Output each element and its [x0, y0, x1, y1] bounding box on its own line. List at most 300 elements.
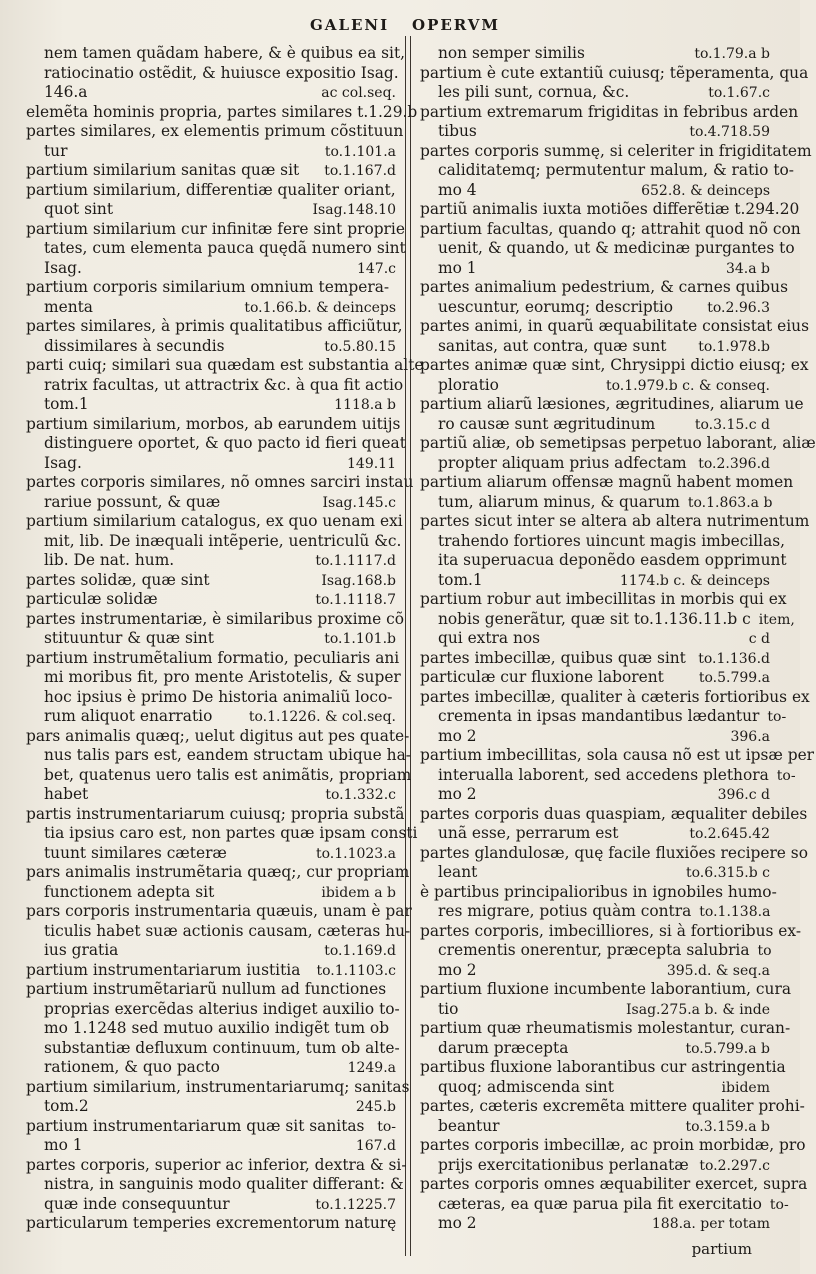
entry-text: propter aliquam prius adfectam: [438, 453, 687, 472]
entry-text: dissimilares à secundis: [44, 336, 225, 355]
entry-text: partium facultas, quando q; attrahit quod nõ con: [420, 219, 801, 238]
index-entry-line: [420, 882, 777, 903]
entry-reference: Isag.168.b: [321, 572, 396, 589]
entry-reference: to.1.136.d: [698, 650, 770, 667]
index-entry-line: [26, 356, 424, 376]
entry-reference: to.1.101.a: [324, 143, 396, 160]
index-column-left: [26, 44, 424, 1254]
entry-text: particularum temperies excrementorum naturę: [26, 1214, 397, 1232]
entry-reference: to.5.80.15: [324, 338, 396, 355]
index-entry-line: [26, 785, 396, 805]
entry-text: quot sint: [44, 200, 114, 218]
entry-text: partibus fluxione laborantibus cur astringentia: [420, 1058, 786, 1076]
entry-reference: to-: [776, 767, 796, 784]
entry-text: quoq; admiscenda sint: [438, 1077, 614, 1096]
index-entry-line: [26, 1155, 407, 1176]
entry-text: partes corporis, superior ac inferior, dextra & si-: [26, 1155, 407, 1174]
index-entry-line: [26, 337, 396, 357]
index-entry-line: [420, 609, 795, 630]
index-entry-line: [26, 454, 396, 474]
index-entry-line: [420, 1117, 770, 1137]
entry-text: res migrare, potius quàm contra: [438, 902, 692, 920]
entry-text: non semper similis: [438, 44, 585, 62]
entry-reference: 396.c d: [717, 787, 770, 803]
entry-reference: 395.d. & seq.a: [666, 962, 770, 979]
entry-text: mo 1.1248 sed mutuo auxilio indigẽt tum ob: [44, 1019, 390, 1037]
entry-text: partium fluxione incumbente laborantium, cura: [420, 980, 791, 998]
index-entry-line: [420, 239, 795, 259]
index-entry-line: [26, 883, 396, 903]
entry-text: functionem adepta sit: [44, 882, 215, 901]
entry-reference: to-: [377, 1118, 396, 1135]
index-entry-line: [26, 688, 396, 708]
index-entry-line: [420, 1194, 789, 1215]
index-entry-line: [420, 1039, 770, 1059]
entry-text: trahendo fortiores uincunt magis imbecillas,: [438, 531, 786, 550]
entry-text: partium quæ rheumatismis molestantur, curan-: [420, 1019, 791, 1037]
index-entry-line: [420, 649, 770, 669]
index-entry-line: [420, 1214, 770, 1234]
index-entry-line: [420, 824, 770, 844]
index-entry-line: [420, 141, 812, 162]
index-entry-line: [420, 1136, 806, 1156]
index-entry-line: [26, 298, 396, 318]
header-word-operum: OPERVM: [412, 16, 500, 34]
entry-reference: to.4.718.59: [689, 124, 770, 140]
entry-reference: to.1.66.b. & deinceps: [244, 299, 396, 316]
index-entry-line: [26, 181, 396, 201]
index-entry-line: [420, 395, 804, 415]
entry-reference: to.1.138.a: [699, 904, 771, 920]
entry-text: partes corporis duas quaspiam, æqualiter debiles: [420, 804, 808, 823]
index-entry-line: [26, 824, 418, 844]
index-entry-line: [26, 219, 405, 240]
entry-text: partes imbecillæ, quibus quæ sint: [420, 648, 686, 667]
entry-text: partes corporis omnes æquabiliter exercet, supra: [420, 1175, 808, 1193]
index-entry-line: [420, 44, 770, 64]
entry-text: partes corporis similares, nõ omnes sarciri instau: [26, 473, 414, 491]
index-entry-line: [420, 1000, 770, 1020]
entry-text: 146.a: [44, 83, 88, 101]
index-entry-line: [420, 415, 770, 435]
index-entry-line: [26, 707, 396, 727]
entry-reference: 1174.b c. & deinceps: [619, 572, 770, 589]
index-entry-line: [420, 921, 802, 942]
index-entry-line: [420, 200, 800, 220]
entry-text: pars corporis instrumentaria quæuis, unam è par: [26, 902, 412, 920]
entry-text: partes imbecillæ, qualiter à cæteris fortioribus ex: [420, 687, 810, 706]
entry-reference: ibidem: [721, 1079, 770, 1096]
index-entry-line: [420, 687, 810, 708]
entry-reference: to.1.101.b: [324, 631, 396, 647]
index-entry-line: [26, 1019, 396, 1039]
entry-text: mo 2: [438, 960, 477, 979]
entry-reference: to.1.1103.c: [316, 962, 396, 979]
index-entry-line: [420, 1175, 808, 1195]
entry-text: partiũ animalis iuxta motiões differẽtiæ t.294.20: [420, 200, 800, 218]
index-entry-line: [26, 1097, 396, 1117]
index-entry-line: [420, 102, 799, 123]
entry-text: tates, cum elementa pauca quędã numero sint: [44, 239, 406, 257]
entry-reference: to.1.1118.7: [315, 592, 396, 608]
index-entry-line: [420, 941, 770, 961]
entry-reference: to.1.169.d: [324, 943, 396, 959]
index-entry-line: [26, 902, 412, 922]
entry-text: rationem, & quo pacto: [44, 1058, 220, 1076]
index-entry-line: [420, 785, 770, 805]
index-entry-line: [420, 512, 810, 532]
entry-text: menta: [44, 297, 93, 316]
index-entry-line: [26, 434, 406, 454]
index-entry-line: [26, 1038, 400, 1059]
entry-reference: to.1.79.a b: [694, 46, 770, 62]
index-entry-line: [420, 122, 770, 142]
entry-text: mi moribus fit, pro mente Aristotelis, & super: [44, 668, 401, 686]
entry-reference: to.5.799.a b: [685, 1040, 770, 1057]
entry-reference: to.1.1225.7: [315, 1196, 396, 1213]
index-entry-line: [420, 863, 770, 883]
entry-reference: to.3.15.c d: [694, 416, 770, 433]
index-entry-line: [26, 239, 406, 259]
entry-text: partium instrumentariarum iustitia: [26, 960, 301, 979]
entry-text: caliditatemq; permutentur malum, & ratio to-: [438, 161, 794, 179]
entry-reference: to.2.96.3: [707, 299, 770, 316]
entry-text: habet: [44, 785, 89, 803]
entry-text: mo 2: [438, 785, 477, 803]
entry-text: partes animalium pedestrium, & carnes quibus: [420, 278, 788, 296]
index-entry-line: [420, 317, 809, 337]
entry-text: pars animalis quæq;, uelut digitus aut pes quate-: [26, 726, 410, 745]
index-entry-line: [420, 219, 801, 240]
index-entry-line: [26, 921, 411, 942]
entry-text: leant: [438, 863, 478, 881]
entry-text: ticulis habet suæ actionis causam, cæteras hu-: [44, 921, 411, 940]
running-header: [0, 16, 800, 40]
index-entry-line: [26, 980, 396, 1000]
index-entry-line: [26, 609, 404, 630]
index-entry-line: [420, 356, 809, 376]
index-entry-line: [420, 1097, 805, 1117]
index-entry-line: [420, 531, 786, 552]
index-entry-line: [420, 551, 787, 571]
entry-text: partium instrumẽtalium formatio, peculiaris ani: [26, 648, 400, 667]
entry-reference: to.1.167.d: [324, 163, 396, 179]
entry-text: partiũ aliæ, ob semetipsas perpetuo laborant, aliæ: [420, 434, 816, 452]
entry-reference: to.2.396.d: [698, 455, 770, 472]
entry-text: les pili sunt, cornua, &c.: [438, 83, 630, 101]
index-entry-line: [26, 961, 396, 981]
entry-text: Isag.: [44, 258, 82, 277]
index-entry-line: [420, 843, 808, 864]
entry-text: lib. De nat. hum.: [44, 551, 175, 569]
entry-reference: to.1.1226. & col.seq.: [248, 709, 396, 725]
entry-reference: 167.d: [355, 1138, 396, 1154]
entry-text: partium instrumentariarum quæ sit sanitas: [26, 1116, 365, 1135]
entry-text: partium robur aut imbecillitas in morbis qui ex: [420, 590, 787, 608]
index-entry-line: [26, 63, 399, 84]
entry-text: beantur: [438, 1116, 500, 1135]
index-entry-line: [420, 473, 794, 493]
index-entry-line: [420, 181, 770, 201]
entry-text: partium similarium cur infinitæ fere sint proprie: [26, 219, 405, 238]
entry-reference: 396.a: [730, 728, 770, 745]
entry-text: partes instrumentariæ, è similaribus proxime cõ: [26, 609, 404, 628]
index-entry-line: [26, 414, 401, 435]
index-entry-line: [26, 999, 400, 1020]
entry-text: partes, cæteris excremẽta mittere qualiter prohi-: [420, 1097, 805, 1115]
index-entry-line: [26, 648, 400, 669]
entry-reference: ac col.seq.: [321, 85, 396, 101]
index-entry-line: [26, 102, 418, 123]
catchword: partium: [691, 1240, 752, 1258]
index-entry-line: [420, 161, 794, 181]
entry-text: partium corporis similarium omnium tempera-: [26, 278, 390, 296]
index-entry-line: [26, 531, 402, 552]
index-entry-line: [26, 551, 396, 571]
entry-text: ratrix facultas, ut attractrix &c. à qua fit actio: [44, 375, 404, 394]
index-entry-line: [420, 259, 770, 279]
entry-text: partes sicut inter se altera ab altera nutrimentum: [420, 512, 810, 530]
entry-text: stituuntur & quæ sint: [44, 629, 214, 647]
index-entry-line: [26, 863, 410, 883]
index-entry-line: [420, 1019, 791, 1039]
index-entry-line: [26, 941, 396, 961]
entry-text: tom.1: [44, 395, 89, 413]
header-word-galeni: GALENI: [310, 16, 390, 34]
entry-reference: to.1.863.a b: [687, 494, 773, 511]
index-entry-line: [26, 571, 396, 591]
entry-reference: to.6.315.b c: [685, 865, 770, 881]
index-entry-line: [420, 298, 770, 318]
entry-reference: 149.11: [347, 455, 396, 472]
entry-reference: to-: [767, 709, 787, 725]
index-entry-line: [26, 629, 396, 649]
index-entry-line: [26, 317, 403, 337]
column-rule: [410, 36, 411, 1256]
entry-text: prijs exercitationibus perlanatæ: [438, 1155, 689, 1174]
entry-reference: 188.a. per totam: [651, 1216, 770, 1232]
entry-reference: Isag.148.10: [312, 202, 396, 218]
entry-text: uenit, & quando, ut & medicinæ purgantes to: [438, 239, 795, 257]
index-entry-line: [420, 83, 770, 103]
entry-text: nobis generãtur, quæ sit to.1.136.11.b c: [438, 609, 751, 628]
entry-text: particulæ solidæ: [26, 590, 158, 608]
index-entry-line: [420, 1058, 786, 1078]
entry-text: nus talis pars est, eandem structam ubique ha-: [44, 746, 411, 764]
entry-text: interualla laborent, sed accedens plethora: [438, 765, 769, 784]
index-entry-line: [26, 804, 405, 825]
index-entry-line: [420, 337, 770, 357]
entry-reference: to.3.159.a b: [685, 1118, 770, 1135]
index-entry-line: [420, 376, 770, 396]
index-entry-line: [420, 746, 815, 766]
index-entry-line: [420, 629, 770, 649]
entry-reference: to.1.979.b c. & conseq.: [605, 377, 770, 394]
index-entry-line: [26, 395, 396, 415]
entry-text: pars animalis instrumẽtaria quæq;, cur propriam: [26, 863, 410, 881]
entry-text: cæteras, ea quæ parua pila fit exercitatio: [438, 1194, 762, 1213]
entry-text: è partibus principalioribus in ignobiles humo-: [420, 882, 777, 901]
entry-text: crementa in ipsas mandantibus lædantur: [438, 707, 760, 725]
index-entry-line: [420, 707, 787, 727]
index-entry-line: [420, 727, 770, 747]
entry-reference: Isag.275.a b. & inde: [626, 1001, 770, 1018]
entry-text: elemẽta hominis propria, partes similares t.1.29.b: [26, 102, 418, 121]
entry-text: partium similarium, morbos, ab earundem uitijs: [26, 414, 401, 433]
index-entry-line: [420, 434, 816, 454]
entry-text: crementis onerentur, præcepta salubria: [438, 941, 750, 959]
entry-text: mit, lib. De inæquali intẽperie, uentriculũ &c.: [44, 531, 402, 550]
index-entry-line: [420, 765, 796, 786]
entry-text: partium imbecillitas, sola causa nõ est ut ipsæ per: [420, 746, 815, 764]
entry-text: partium extremarum frigiditas in febribus arden: [420, 102, 799, 121]
entry-text: partes animæ quæ sint, Chrysippi dictio eiusq; ex: [420, 356, 809, 374]
index-entry-line: [26, 668, 401, 688]
entry-text: partes corporis, imbecilliores, si à fortioribus ex-: [420, 921, 802, 940]
index-entry-line: [420, 571, 770, 591]
entry-reference: 1118.a b: [334, 397, 396, 413]
entry-text: ploratio: [438, 375, 499, 394]
index-entry-line: [420, 980, 791, 1000]
entry-text: tur: [44, 141, 68, 160]
entry-text: mo 2: [438, 1214, 477, 1232]
index-entry-line: [26, 726, 410, 747]
entry-text: distinguere oportet, & quo pacto id fieri queat: [44, 434, 406, 452]
entry-text: tom.2: [44, 1097, 89, 1115]
entry-reference: to.1.1023.a: [315, 845, 396, 862]
entry-reference: 1249.a: [347, 1060, 396, 1076]
entry-text: ita superuacua deponẽdo easdem opprimunt: [438, 551, 787, 569]
index-entry-line: [26, 512, 403, 532]
entry-text: partium similarium sanitas quæ sit: [26, 161, 300, 179]
index-entry-line: [26, 259, 396, 279]
entry-reference: to-: [769, 1196, 789, 1213]
entry-reference: 147.c: [356, 260, 396, 277]
entry-text: partium instrumẽtariarũ nullum ad functiones: [26, 980, 387, 998]
entry-text: partium similarium catalogus, ex quo uenam exi: [26, 512, 403, 530]
entry-text: partes similares, ex elementis primum cõstituun: [26, 122, 404, 140]
entry-text: mo 2: [438, 726, 477, 745]
index-entry-line: [26, 1214, 396, 1234]
entry-text: mo 1: [44, 1136, 83, 1154]
index-entry-line: [420, 668, 770, 688]
entry-reference: ibidem a b: [321, 884, 396, 901]
entry-reference: to.1.67.c: [708, 85, 770, 101]
index-entry-line: [26, 1136, 396, 1156]
index-entry-line: [420, 63, 809, 84]
entry-reference: to.1.1117.d: [315, 553, 396, 569]
entry-text: partium similarium, differentiæ qualiter oriant,: [26, 180, 396, 199]
entry-text: substantiæ defluxum continuum, tum ob alte-: [44, 1038, 400, 1057]
column-rule: [405, 36, 406, 1256]
entry-text: proprias exercẽdas alterius indiget auxilio to-: [44, 999, 400, 1018]
entry-text: qui extra nos: [438, 629, 541, 647]
entry-text: Isag.: [44, 453, 82, 472]
index-entry-line: [26, 142, 396, 162]
entry-text: partes solidæ, quæ sint: [26, 570, 210, 589]
entry-reference: to.1.978.b: [698, 338, 770, 355]
index-entry-line: [26, 493, 396, 513]
index-entry-line: [26, 1175, 404, 1195]
entry-text: partium similarium, instrumentariarumq; sanitas: [26, 1077, 410, 1096]
entry-reference: 652.8. & deinceps: [641, 182, 770, 199]
entry-reference: c d: [748, 631, 770, 647]
entry-text: partium è cute extantiũ cuiusq; tẽperamenta, qua: [420, 63, 809, 82]
entry-text: sanitas, aut contra, quæ sunt: [438, 336, 667, 355]
index-entry-line: [420, 1078, 770, 1098]
entry-text: partium aliarum offensæ magnũ habent momen: [420, 473, 794, 491]
index-entry-line: [420, 492, 773, 513]
index-entry-line: [26, 44, 406, 64]
index-entry-line: [26, 746, 411, 766]
entry-reference: to: [757, 943, 772, 959]
entry-text: quæ inde consequuntur: [44, 1194, 230, 1213]
index-entry-line: [420, 961, 770, 981]
entry-reference: Isag.145.c: [322, 494, 396, 511]
index-entry-line: [26, 844, 396, 864]
entry-text: rum aliquot enarratio: [44, 707, 213, 725]
entry-text: ro causæ sunt ægritudinum: [438, 414, 656, 433]
entry-text: bet, quatenus uero talis est animãtis, propriam: [44, 765, 412, 784]
entry-text: mo 4: [438, 180, 477, 199]
entry-text: tom.1: [438, 570, 483, 589]
index-entry-line: [26, 765, 412, 786]
entry-text: tum, aliarum minus, & quarum: [438, 492, 680, 511]
entry-text: ius gratia: [44, 941, 119, 959]
entry-text: partium aliarũ læsiones, ægritudines, aliarum ue: [420, 395, 804, 413]
entry-reference: to.5.799.a: [698, 670, 770, 686]
entry-text: partes corporis summę, si celeriter in frigiditatem: [420, 141, 812, 160]
index-entry-line: [26, 473, 414, 493]
entry-reference: to.2.645.42: [689, 826, 770, 842]
entry-text: particulæ cur fluxione laborent: [420, 668, 664, 686]
index-entry-line: [420, 278, 788, 298]
entry-text: tio: [438, 999, 459, 1018]
index-entry-line: [26, 161, 396, 181]
index-entry-line: [26, 1077, 410, 1098]
entry-text: rariue possunt, & quæ: [44, 492, 221, 511]
entry-text: tibus: [438, 122, 477, 140]
index-column-right: [420, 44, 816, 1254]
index-entry-line: [26, 375, 404, 396]
index-entry-line: [420, 590, 787, 610]
entry-text: ratiocinatio ostẽdit, & huiusce expositio Isag.: [44, 63, 399, 82]
index-entry-line: [26, 278, 396, 298]
entry-text: uescuntur, eorumq; descriptio: [438, 297, 674, 316]
entry-text: parti cuiq; similari sua quædam est substantia alte: [26, 356, 424, 374]
entry-text: partes similares, à primis qualitatibus afficiũtur,: [26, 317, 403, 335]
entry-text: partes animi, in quarũ æquabilitate consistat eius: [420, 317, 809, 335]
entry-text: partes glandulosæ, quę facile fluxiões recipere so: [420, 843, 808, 862]
entry-text: unã esse, perrarum est: [438, 824, 619, 842]
index-entry-line: [26, 590, 396, 610]
entry-text: hoc ipsius è primo De historia animaliũ loco-: [44, 687, 393, 706]
index-entry-line: [420, 804, 808, 825]
index-entry-line: [420, 454, 770, 474]
index-entry-line: [420, 1156, 770, 1176]
entry-text: partis instrumentariarum cuiusq; propria substã: [26, 804, 405, 823]
entry-reference: 245.b: [355, 1099, 396, 1115]
entry-text: tia ipsius caro est, non partes quæ ipsam consti: [44, 824, 418, 842]
index-entry-line: [26, 83, 396, 103]
entry-text: partes corporis imbecillæ, ac proin morbidæ, pro: [420, 1136, 806, 1154]
entry-text: nistra, in sanguinis modo qualiter differant: &: [44, 1175, 404, 1193]
index-entry-line: [420, 902, 770, 922]
index-entry-line: [26, 122, 404, 142]
entry-text: nem tamen quãdam habere, & è quibus ea sit,: [44, 44, 406, 62]
index-entry-line: [26, 1058, 396, 1078]
entry-reference: item,: [758, 611, 795, 628]
